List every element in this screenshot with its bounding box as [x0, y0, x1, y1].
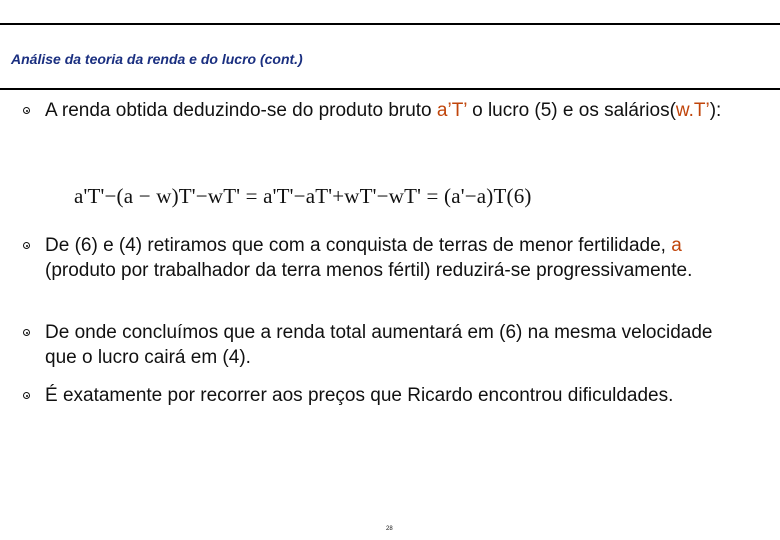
bullet-text-part: A renda obtida deduzindo-se do produto bruto [45, 100, 437, 121]
highlight-term: a [671, 235, 682, 256]
top-rule [0, 23, 780, 25]
title-underline-rule [0, 88, 780, 90]
bullet-text-part: o lucro (5) e os salários( [466, 100, 676, 121]
bullet-icon [23, 329, 30, 336]
bullet-icon [23, 242, 30, 249]
bullet-item-2 [23, 233, 743, 283]
page-number: 28 [386, 526, 393, 532]
bullet-text-part: ): [709, 100, 722, 121]
bullet-icon [23, 107, 30, 114]
slide-title: Análise da teoria da renda e do lucro (cont.) [11, 51, 303, 67]
highlight-term: w.T’ [675, 100, 710, 121]
bullet-text-part: De (6) e (4) retiramos que com a conquista de terras de menor fertilidade, [45, 235, 672, 256]
bullet-text: De onde concluímos que a renda total aumentará em (6) na mesma velocidade que o lucro cairá em (4). [45, 322, 713, 368]
bullet-icon [23, 392, 30, 399]
bullet-text-part: (produto por trabalhador da terra menos fértil) reduzirá-se progressivamente. [45, 260, 693, 281]
rent-formula: a'T'−(a − w)T'−wT' = a'T'−aT'+wT'−wT' = (a'−a)T(6) [74, 184, 532, 208]
bullet-text [45, 233, 743, 283]
bullet-item-4 [23, 383, 743, 408]
bullet-text: É exatamente por recorrer aos preços que Ricardo encontrou dificuldades. [45, 385, 674, 406]
bullet-item-3 [23, 320, 743, 370]
bullet-item-1 [23, 98, 743, 123]
highlight-term: a’T’ [436, 100, 467, 121]
bullet-text [45, 98, 743, 123]
